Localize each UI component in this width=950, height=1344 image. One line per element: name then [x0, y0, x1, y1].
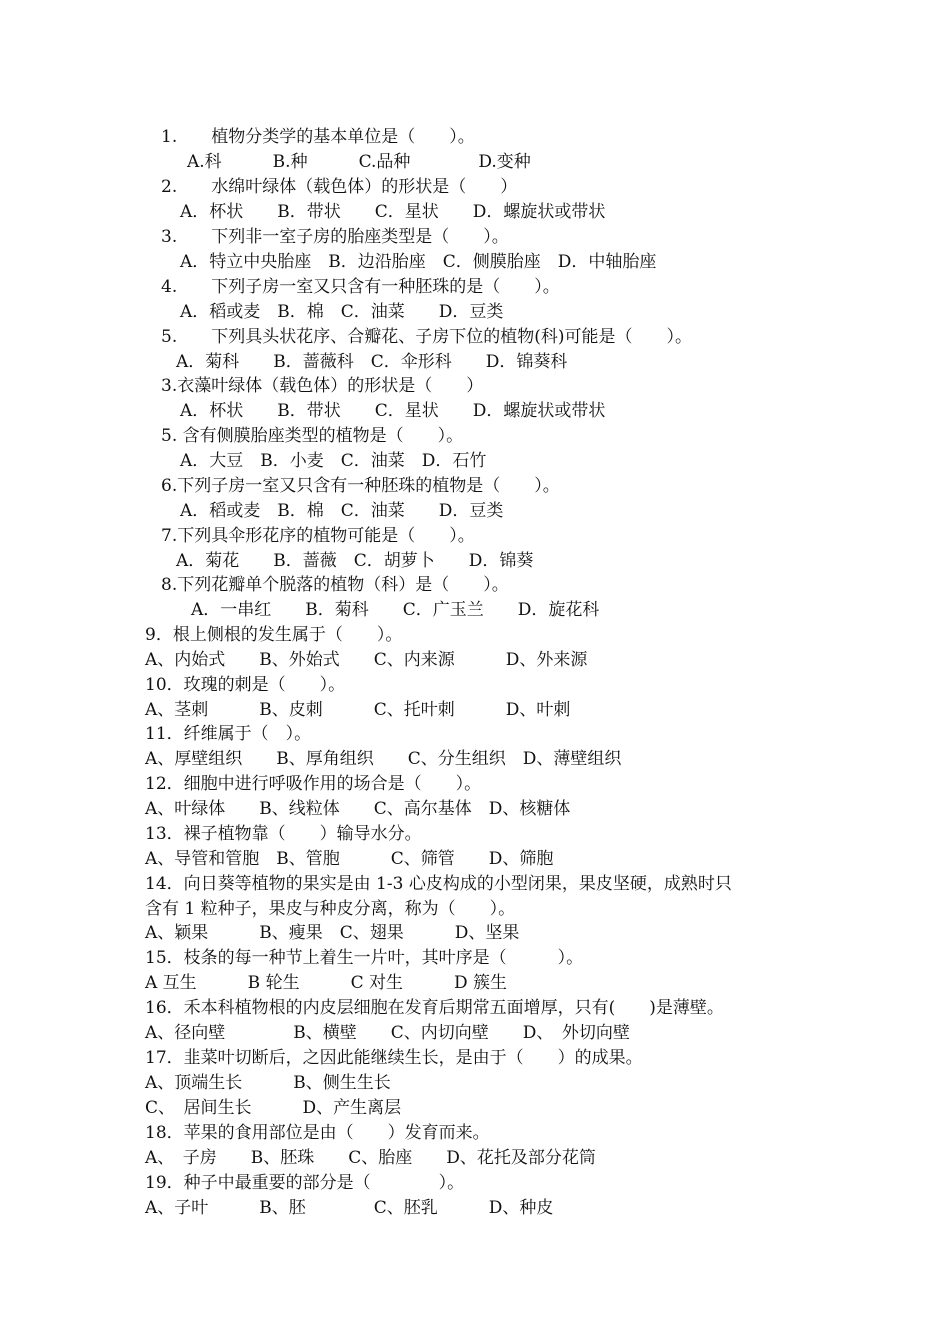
question-19: 17．韭菜叶切断后，之因此能继续生长，是由于（ ）的成果。 [145, 1048, 643, 1068]
options-2: A．杯状 B．带状 C．星状 D．螺旋状或带状 [180, 202, 606, 222]
question-17: 15．枝条的每一种节上着生一片叶，其叶序是（ ）。 [145, 948, 584, 968]
options-3: A．特立中央胎座 B．边沿胎座 C．侧膜胎座 D．中轴胎座 [180, 252, 657, 272]
question-20: 18．苹果的食用部位是由（ ）发育而来。 [145, 1123, 490, 1143]
options-6: A．杯状 B．带状 C．星状 D．螺旋状或带状 [180, 401, 606, 421]
question-9: 7.下列具伞形花序的植物可能是（ ）。 [161, 526, 475, 546]
options-4: A．稻或麦 B．棉 C．油菜 D．豆类 [180, 302, 504, 322]
question-5: 5. 下列具头状花序、合瓣花、子房下位的植物(科)可能是（ ）。 [161, 327, 692, 347]
question-1: 1. 植物分类学的基本单位是（ ）。 [161, 127, 475, 147]
options-19-a: A、顶端生长 B、侧生生长 [145, 1073, 391, 1093]
question-8: 6.下列子房一室又只含有一种胚珠的植物是（ ）。 [161, 476, 560, 496]
question-2: 2. 水绵叶绿体（载色体）的形状是（ ） [161, 177, 518, 197]
options-11: A、内始式 B、外始式 C、内来源 D、外来源 [145, 650, 588, 670]
question-11: 9．根上侧根的发生属于（ ）。 [145, 625, 403, 645]
options-9: A．菊花 B．蔷薇 C．胡萝卜 D．锦葵 [176, 551, 534, 571]
question-14: 12．细胞中进行呼吸作用的场合是（ ）。 [145, 774, 482, 794]
question-13: 11．纤维属于（ ）。 [145, 724, 312, 744]
question-12: 10．玫瑰的刺是（ ）。 [145, 675, 346, 695]
question-16: 14．向日葵等植物的果实是由 1-3 心皮构成的小型闭果，果皮坚硬，成熟时只 [145, 874, 732, 894]
options-5: A．菊科 B．蔷薇科 C．伞形科 D．锦葵科 [176, 352, 568, 372]
question-10: 8.下列花瓣单个脱落的植物（科）是（ ）。 [161, 575, 509, 595]
options-14: A、叶绿体 B、线粒体 C、高尔基体 D、核糖体 [145, 799, 571, 819]
options-1: A.科 B.种 C.品种 D.变种 [187, 152, 531, 172]
options-15: A、导管和管胞 B、管胞 C、筛管 D、筛胞 [145, 849, 554, 869]
options-10: A．一串红 B．菊科 C．广玉兰 D．旋花科 [191, 600, 600, 620]
options-16: A、颖果 B、瘦果 C、翅果 D、坚果 [145, 923, 520, 943]
options-21: A、子叶 B、胚 C、胚乳 D、种皮 [145, 1198, 554, 1218]
options-17: A 互生 B 轮生 C 对生 D 簇生 [145, 973, 508, 993]
question-21: 19．种子中最重要的部分是（ ）。 [145, 1173, 465, 1193]
options-19-b: C、 居间生长 D、产生离层 [145, 1098, 402, 1118]
question-7: 5. 含有侧膜胎座类型的植物是（ ）。 [161, 426, 464, 446]
options-13: A、厚壁组织 B、厚角组织 C、分生组织 D、薄壁组织 [145, 749, 622, 769]
question-15: 13．裸子植物靠（ ）输导水分。 [145, 824, 422, 844]
question-3: 3. 下列非一室子房的胎座类型是（ ）。 [161, 227, 509, 247]
options-8: A．稻或麦 B．棉 C．油菜 D．豆类 [180, 501, 504, 521]
options-20: A、 子房 B、胚珠 C、胎座 D、花托及部分花筒 [145, 1148, 596, 1168]
question-6: 3.衣藻叶绿体（载色体）的形状是（ ） [161, 376, 484, 396]
options-7: A．大豆 B．小麦 C．油菜 D．石竹 [180, 451, 487, 471]
question-16-cont: 含有 1 粒种子，果皮与种皮分离，称为（ ）。 [145, 899, 516, 919]
question-18: 16．禾本科植物根的内皮层细胞在发育后期常五面增厚，只有( )是薄壁。 [145, 998, 724, 1018]
options-18: A、径向壁 B、横壁 C、内切向壁 D、 外切向壁 [145, 1023, 630, 1043]
options-12: A、茎刺 B、皮刺 C、托叶刺 D、叶刺 [145, 700, 571, 720]
question-4: 4. 下列子房一室又只含有一种胚珠的是（ ）。 [161, 277, 560, 297]
